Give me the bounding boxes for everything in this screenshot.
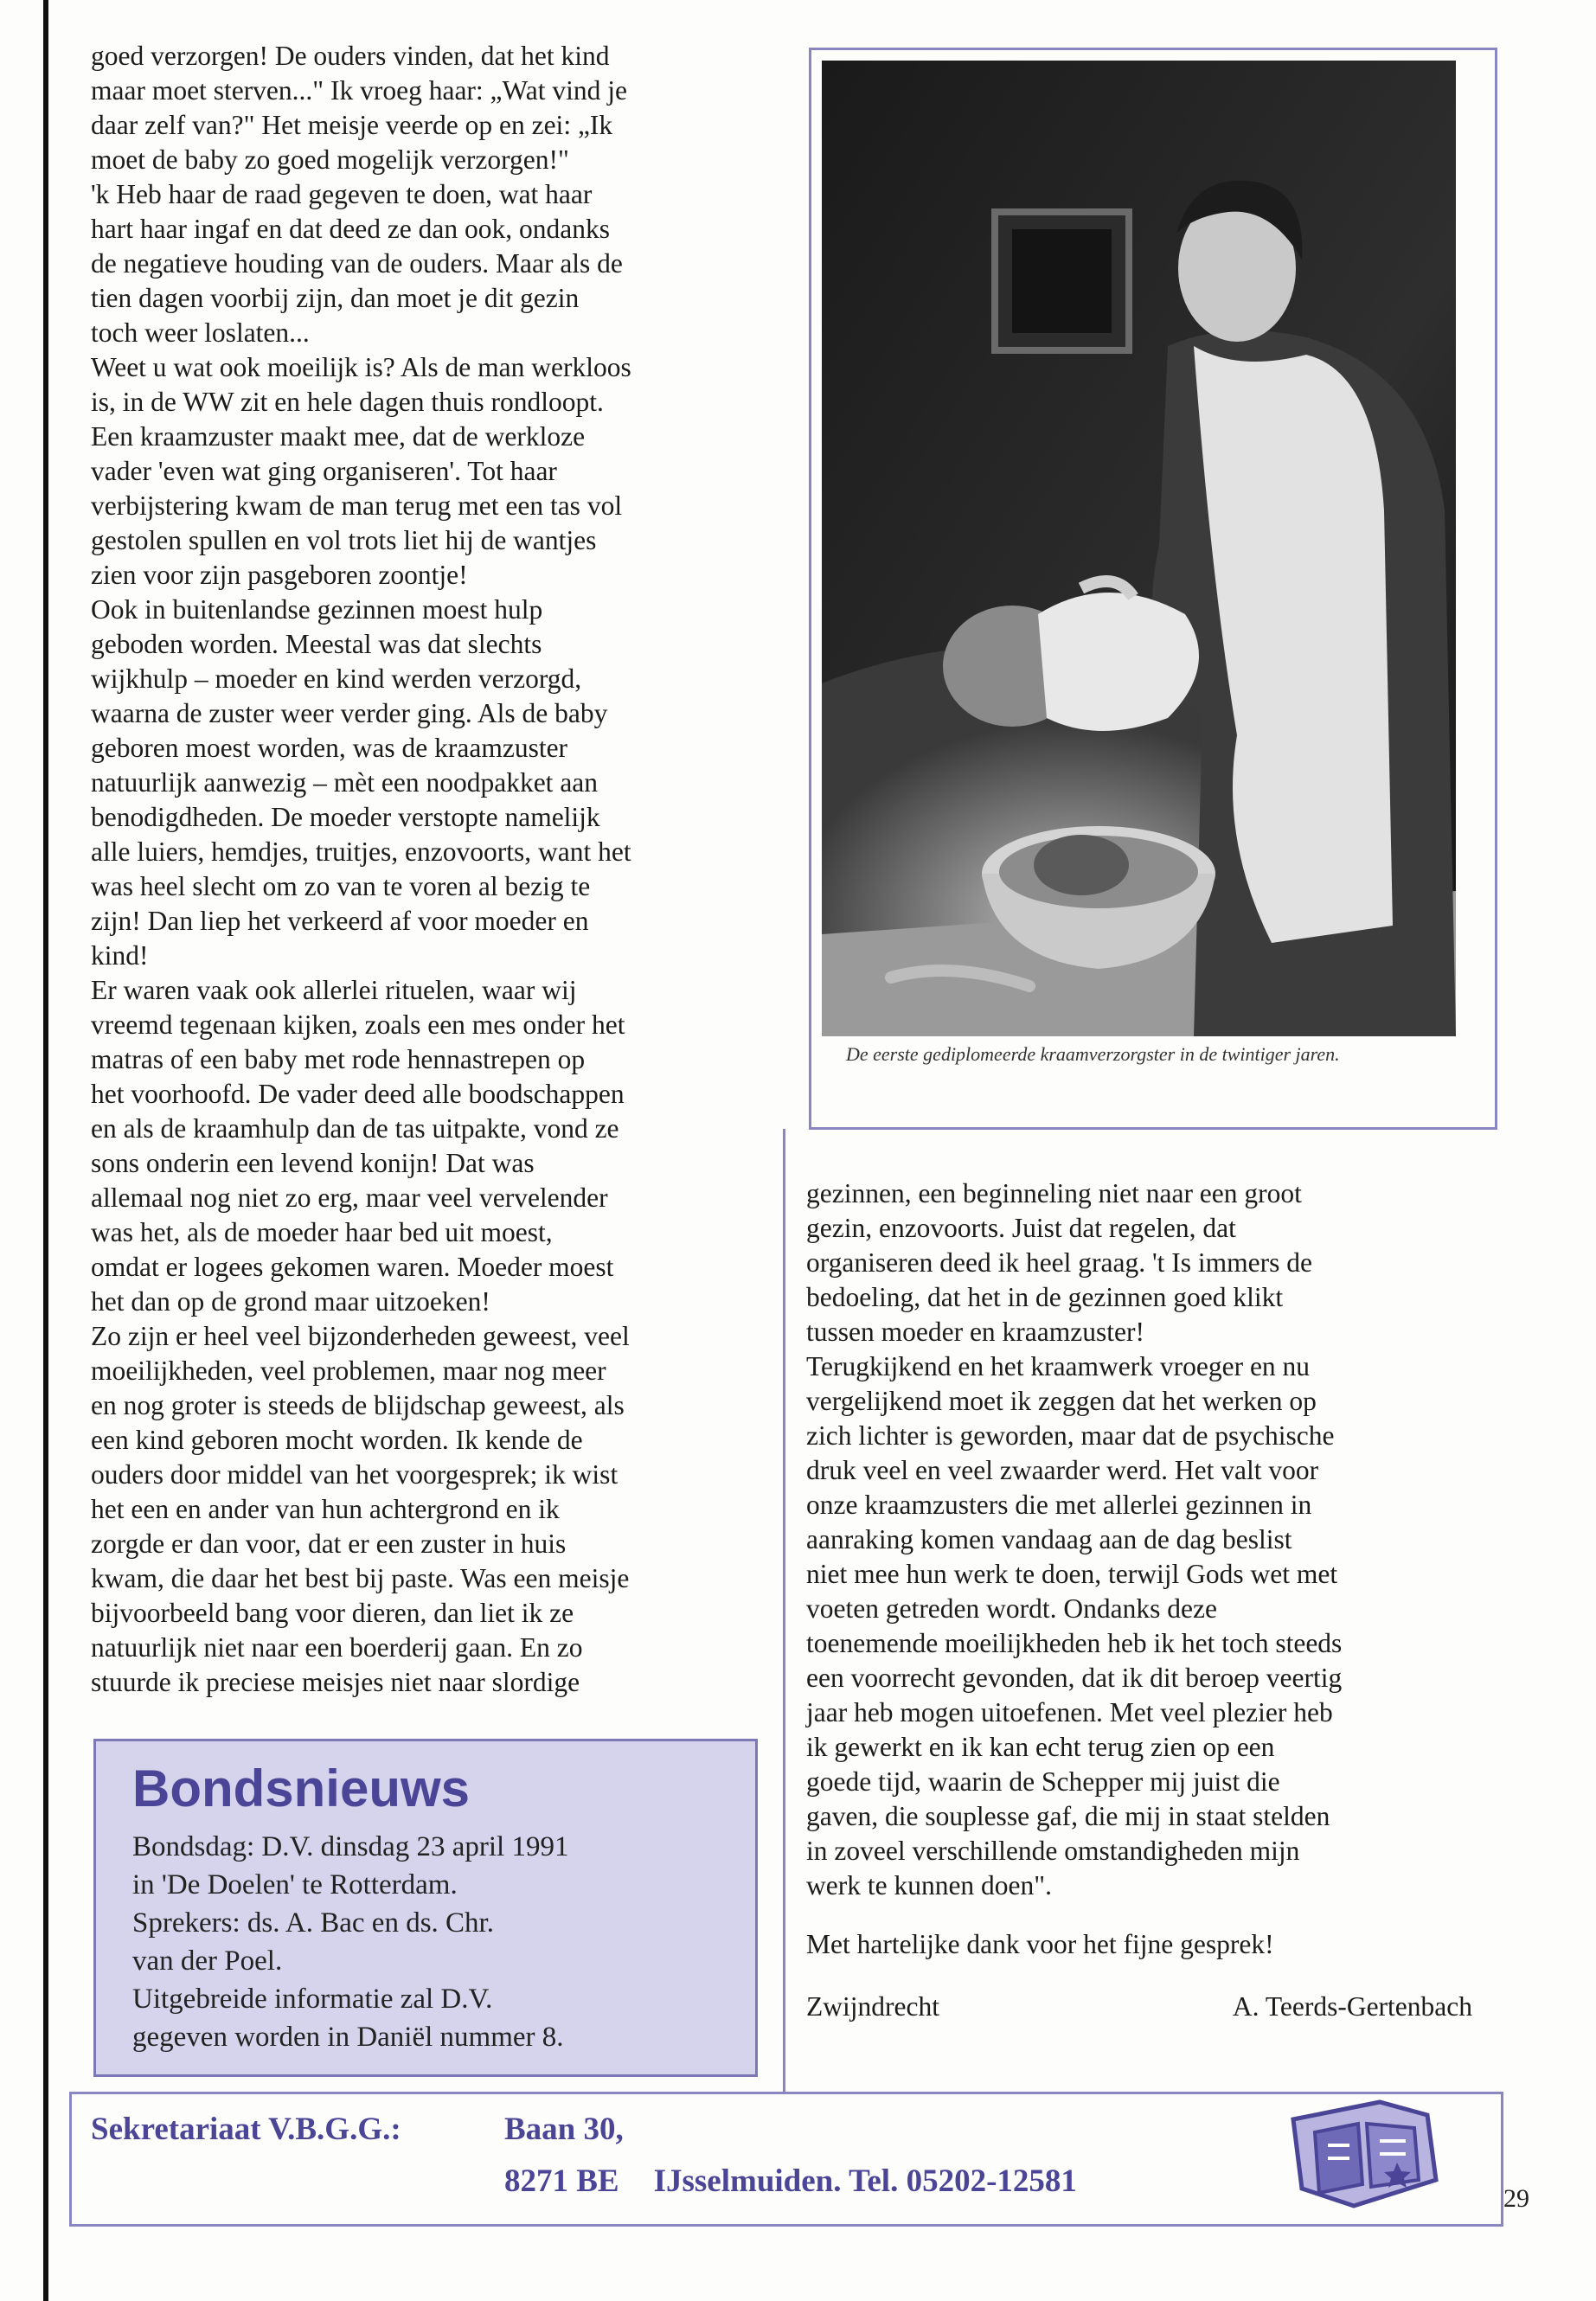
photo-caption: De eerste gediplomeerde kraamverzorgster in de twintiger jaren. bbox=[846, 1043, 1340, 1065]
text-line: zijn! Dan liep het verkeerd af voor moeder en bbox=[91, 906, 589, 936]
text-line: onze kraamzusters die met allerlei gezinnen in bbox=[806, 1490, 1312, 1520]
text-line: vader 'even wat ging organiseren'. Tot haar bbox=[91, 456, 557, 486]
text-line: vreemd tegenaan kijken, zoals een mes onder het bbox=[91, 1009, 625, 1040]
text-line: toch weer loslaten... bbox=[91, 317, 310, 348]
text-line: en nog groter is steeds de blijdschap geweest, als bbox=[91, 1390, 625, 1420]
text-line: matras of een baby met rode hennastrepen op bbox=[91, 1044, 586, 1074]
text-line: gaven, die souplesse gaf, die mij in staat stelden bbox=[806, 1801, 1330, 1831]
column-divider bbox=[783, 1129, 785, 2092]
text-line: druk veel en veel zwaarder werd. Het valt voor bbox=[806, 1455, 1319, 1485]
text-line: zorgde er dan voor, dat er een zuster in huis bbox=[91, 1529, 567, 1559]
secretariat-city-phone: IJsselmuiden. Tel. 05202-12581 bbox=[653, 2163, 1077, 2199]
text-line: Weet u wat ook moeilijk is? Als de man werkloos bbox=[91, 352, 631, 382]
text-line: ik gewerkt en ik kan echt terug zien op een bbox=[806, 1732, 1275, 1762]
text-line: organiseren deed ik heel graag. 't Is immers de bbox=[806, 1247, 1313, 1278]
text-line: zien voor zijn pasgeboren zoontje! bbox=[91, 560, 468, 590]
secretariat-footer bbox=[91, 2111, 1215, 2214]
text-line: goed verzorgen! De ouders vinden, dat het kind bbox=[91, 41, 610, 71]
text-line: waarna de zuster weer verder ging. Als de baby bbox=[91, 698, 608, 728]
text-line: Ook in buitenlandse gezinnen moest hulp bbox=[91, 594, 543, 625]
text-line: moet de baby zo goed mogelijk verzorgen!" bbox=[91, 144, 569, 175]
text-line: kwam, die daar het best bij paste. Was een meisje bbox=[91, 1563, 630, 1593]
secretariat-label: Sekretariaat V.B.G.G.: bbox=[91, 2112, 401, 2147]
text-line: niet mee hun werk te doen, terwijl Gods wet met bbox=[806, 1559, 1338, 1589]
text-line: verbijstering kwam de man terug met een tas vol bbox=[91, 490, 623, 521]
vbgg-logo-icon bbox=[1276, 2085, 1449, 2214]
text-line: tien dagen voorbij zijn, dan moet je dit gezin bbox=[91, 283, 580, 313]
text-line: gegeven worden in Daniël nummer 8. bbox=[132, 2022, 564, 2053]
text-line: Zo zijn er heel veel bijzonderheden geweest, veel bbox=[91, 1321, 630, 1351]
right-text-column bbox=[806, 1176, 1481, 2028]
text-line: Er waren vaak ook allerlei rituelen, waar wij bbox=[91, 975, 577, 1005]
text-line: gezin, enzovoorts. Juist dat regelen, dat bbox=[806, 1213, 1236, 1243]
bondsnieuws-box bbox=[93, 1739, 758, 2077]
text-line: een kind geboren mocht worden. Ik kende de bbox=[91, 1425, 583, 1455]
author-name: A. Teerds-Gertenbach bbox=[1232, 1991, 1472, 2022]
text-line: stuurde ik preciese meisjes niet naar slordige bbox=[91, 1667, 580, 1697]
text-line: moeilijkheden, veel problemen, maar nog meer bbox=[91, 1356, 606, 1386]
text-line: en als de kraamhulp dan de tas uitpakte, vond ze bbox=[91, 1113, 619, 1144]
text-line: aanraking komen vandaag aan de dag beslist bbox=[806, 1524, 1292, 1554]
text-line: benodigdheden. De moeder verstopte namelijk bbox=[91, 802, 600, 832]
bondsnieuws-body bbox=[132, 1828, 738, 2056]
text-line: was het, als de moeder haar bed uit moest, bbox=[91, 1217, 553, 1247]
text-line: kind! bbox=[91, 940, 149, 971]
thanks-line: Met hartelijke dank voor het fijne gesprek! bbox=[806, 1929, 1274, 1959]
text-line: natuurlijk aanwezig – mèt een noodpakket aan bbox=[91, 767, 599, 798]
text-line: geboden worden. Meestal was dat slechts bbox=[91, 629, 542, 659]
text-line: Een kraamzuster maakt mee, dat de werkloze bbox=[91, 421, 586, 452]
text-line: bedoeling, dat het in de gezinnen goed klikt bbox=[806, 1282, 1284, 1312]
text-line: Bondsdag: D.V. dinsdag 23 april 1991 bbox=[132, 1831, 569, 1862]
text-line: wijkhulp – moeder en kind werden verzorgd, bbox=[91, 663, 582, 694]
text-line: alle luiers, hemdjes, truitjes, enzovoorts, want het bbox=[91, 836, 631, 867]
text-line: tussen moeder en kraamzuster! bbox=[806, 1317, 1144, 1347]
text-line: 'k Heb haar de raad gegeven te doen, wat haar bbox=[91, 179, 593, 209]
text-line: in 'De Doelen' te Rotterdam. bbox=[132, 1869, 458, 1900]
text-line: toenemende moeilijkheden heb ik het toch steeds bbox=[806, 1628, 1343, 1658]
text-line: Terugkijkend en het kraamwerk vroeger en nu bbox=[806, 1351, 1311, 1381]
binding-edge bbox=[43, 0, 48, 2301]
text-line: Uitgebreide informatie zal D.V. bbox=[132, 1984, 493, 2015]
text-line: van der Poel. bbox=[132, 1945, 283, 1977]
text-line: werk te kunnen doen". bbox=[806, 1870, 1053, 1900]
text-line: het een en ander van hun achtergrond en ik bbox=[91, 1494, 560, 1524]
secretariat-city-line bbox=[504, 2163, 1077, 2200]
text-line: de negatieve houding van de ouders. Maar als de bbox=[91, 248, 623, 279]
text-line: jaar heb mogen uitoefenen. Met veel plezier heb bbox=[806, 1697, 1333, 1727]
left-text-column bbox=[91, 39, 757, 1700]
text-line: het dan op de grond maar uitzoeken! bbox=[91, 1286, 490, 1317]
bondsnieuws-title: Bondsnieuws bbox=[132, 1759, 471, 1817]
text-line: gezinnen, een beginneling niet naar een groot bbox=[806, 1178, 1302, 1208]
text-line: gestolen spullen en vol trots liet hij de wantjes bbox=[91, 525, 597, 555]
text-line: was heel slecht om zo van te voren al bezig te bbox=[91, 871, 591, 901]
text-line: in zoveel verschillende omstandigheden mijn bbox=[806, 1836, 1300, 1866]
text-line: natuurlijk niet naar een boerderij gaan. En zo bbox=[91, 1632, 583, 1663]
text-line: ouders door middel van het voorgesprek; ik wist bbox=[91, 1459, 619, 1490]
right-text-body bbox=[806, 1176, 1481, 1903]
text-line: geboren moest worden, was de kraamzuster bbox=[91, 733, 568, 763]
text-line: zich lichter is geworden, maar dat de psychische bbox=[806, 1420, 1335, 1451]
text-line: daar zelf van?" Het meisje veerde op en zei: „Ik bbox=[91, 110, 613, 140]
text-line: hart haar ingaf en dat deed ze dan ook, ondanks bbox=[91, 214, 611, 244]
text-line: goede tijd, waarin de Schepper mij juist die bbox=[806, 1766, 1280, 1797]
historic-photo bbox=[822, 61, 1456, 1036]
signature-row bbox=[806, 1990, 1481, 2028]
text-line: het voorhoofd. De vader deed alle boodschappen bbox=[91, 1079, 625, 1109]
text-line: Sprekers: ds. A. Bac en ds. Chr. bbox=[132, 1907, 494, 1939]
text-line: omdat er logees gekomen waren. Moeder moest bbox=[91, 1252, 614, 1282]
text-line: allemaal nog niet zo erg, maar veel vervelender bbox=[91, 1183, 608, 1213]
text-line: vergelijkend moet ik zeggen dat het werken op bbox=[806, 1386, 1317, 1416]
text-line: een voorrecht gevonden, dat ik dit beroep veertig bbox=[806, 1663, 1343, 1693]
text-line: sons onderin een levend konijn! Dat was bbox=[91, 1148, 535, 1178]
text-line: bijvoorbeeld bang voor dieren, dan liet ik ze bbox=[91, 1598, 574, 1628]
place-name: Zwijndrecht bbox=[806, 1991, 939, 2022]
text-line: is, in de WW zit en hele dagen thuis rondloopt. bbox=[91, 387, 604, 417]
text-line: maar moet sterven..." Ik vroeg haar: „Wat vind je bbox=[91, 75, 627, 106]
secretariat-postcode: 8271 BE bbox=[504, 2163, 619, 2199]
secretariat-street: Baan 30, bbox=[504, 2112, 624, 2147]
text-line: voeten getreden wordt. Ondanks deze bbox=[806, 1593, 1217, 1624]
page-number: 29 bbox=[1503, 2184, 1529, 2213]
